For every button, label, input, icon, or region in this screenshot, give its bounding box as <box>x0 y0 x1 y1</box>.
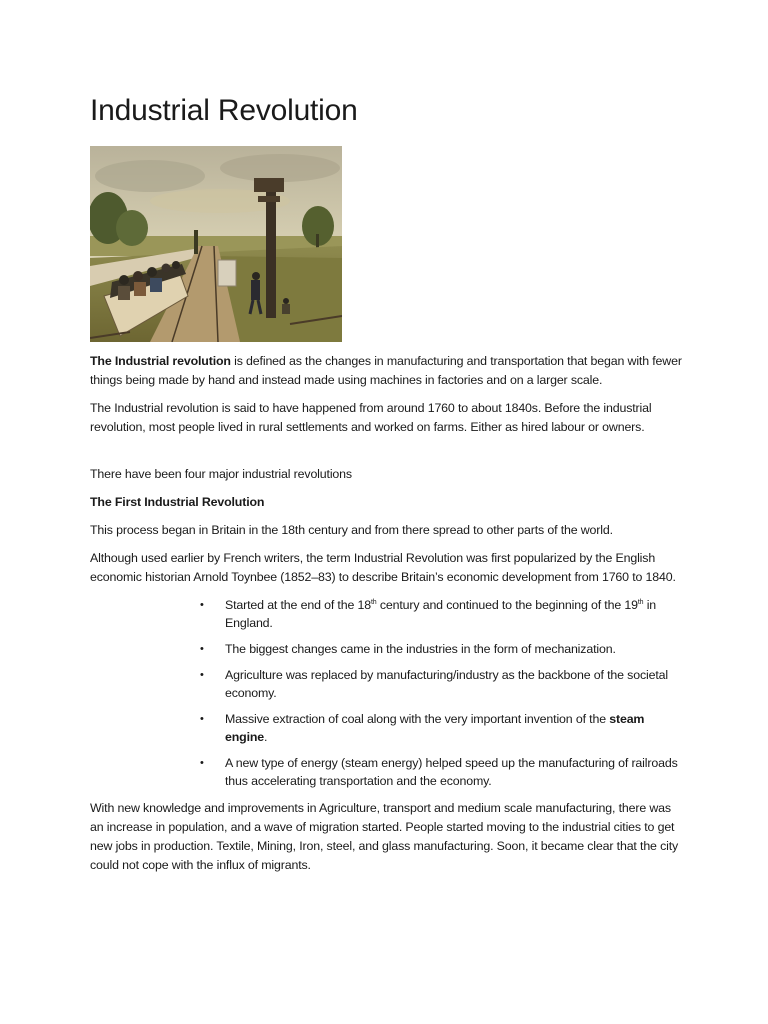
list-item <box>200 596 682 632</box>
list-item <box>200 710 682 746</box>
origin-paragraph: This process began in Britain in the 18th century and from there spread to other parts of the world. <box>90 523 613 537</box>
bullet-icon: • <box>200 713 204 725</box>
point-1-b: century and continued to the beginning of the 19 <box>376 598 638 612</box>
list-item <box>200 754 682 790</box>
railway-painting-image <box>90 146 342 342</box>
point-1-sup-2: th <box>637 599 644 606</box>
point-1-sup-1: th <box>370 599 377 606</box>
list-item <box>200 666 682 702</box>
first-revolution-heading-text: The First Industrial Revolution <box>90 495 265 509</box>
first-revolution-heading <box>90 493 682 512</box>
point-4-bold: steam engine <box>225 712 645 744</box>
bullet-icon: • <box>200 599 204 611</box>
point-2: The biggest changes came in the industries in the form of mechanization. <box>225 642 616 656</box>
intro-paragraph <box>90 352 682 390</box>
term-paragraph: Although used earlier by French writers, the term Industrial Revolution was first popularized by the English economic historian Arnold Toynbee (1852–83) to describe Britain’s economic development from 1760 to 1840. <box>90 551 676 584</box>
intro-lead-rest: is defined as the changes in manufacturing and transportation that began with fewer things being made by hand and instead made using machines in factories and on a larger scale. <box>90 354 682 387</box>
four-revolutions-paragraph: There have been four major industrial revolutions <box>90 467 352 481</box>
bullet-icon: • <box>200 669 204 681</box>
point-5: A new type of energy (steam energy) helped speed up the manufacturing of railroads thus accelerating transportation and the economy. <box>225 756 678 788</box>
list-item <box>200 640 682 658</box>
migration-paragraph: With new knowledge and improvements in Agriculture, transport and medium scale manufacturing, there was an increase in population, and a wave of migration started. People started moving to the industrial cities to get new jobs in production. Textile, Mining, Iron, steel, and glass manufacturing. Soon, it became clear that the city could not cope with the influx of migrants. <box>90 801 679 872</box>
timeline-paragraph: The Industrial revolution is said to have happened from around 1760 to about 1840s. Before the industrial revolution, most people lived in rural settlements and worked on farms. Either as hired labour or owners. <box>90 401 652 434</box>
point-1-a: Started at the end of the 18 <box>225 598 371 612</box>
article-body <box>90 352 682 884</box>
intro-lead-bold: The Industrial revolution <box>90 354 231 368</box>
point-1-c: in England. <box>225 598 657 630</box>
bullet-icon: • <box>200 757 204 769</box>
document-title: Industrial Revolution <box>90 94 358 127</box>
first-revolution-bullet-list <box>90 596 682 790</box>
point-3: Agriculture was replaced by manufacturing/industry as the backbone of the societal economy. <box>225 668 668 700</box>
point-4-c: . <box>264 730 268 744</box>
point-4-a: Massive extraction of coal along with the very important invention of the <box>225 712 610 726</box>
bullet-icon: • <box>200 643 204 655</box>
